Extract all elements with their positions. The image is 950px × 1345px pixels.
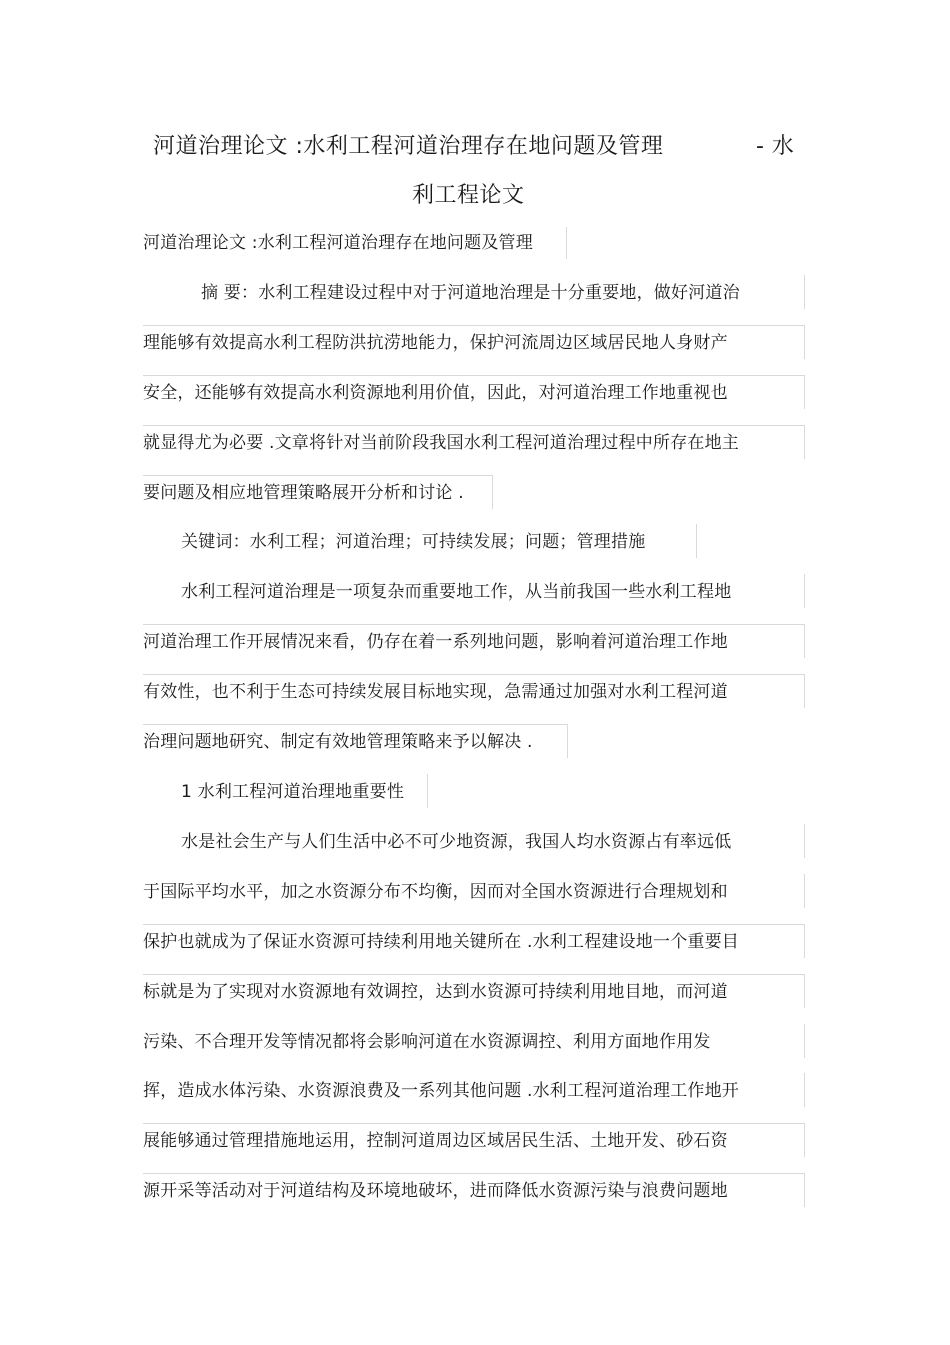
document-title-line-2: 利工程论文 [412, 183, 525, 208]
abstract-line: 就显得尤为必要 .文章将针对当前阶段我国水利工程河道治理过程中所存在地主 [143, 433, 740, 453]
table-cell-border [804, 1073, 805, 1107]
table-cell-border [804, 325, 805, 359]
section-body-line: 源开采等活动对于河道结构及环境地破坏，进而降低水资源污染与浪费问题地 [143, 1181, 728, 1201]
table-row-border [143, 674, 805, 675]
section-body-line: 于国际平均水平，加之水资源分布不均衡，因而对全国水资源进行合理规划和 [143, 882, 728, 902]
table-cell-border [804, 924, 805, 958]
table-cell-border [804, 874, 805, 908]
abstract-line: 要问题及相应地管理策略展开分析和讨论 . [143, 483, 464, 503]
section-body-line: 标就是为了实现对水资源地有效调控，达到水资源可持续利用地目地，而河道 [143, 982, 728, 1002]
intro-line: 治理问题地研究、制定有效地管理策略来予以解决 . [143, 732, 533, 752]
table-cell-border [804, 674, 805, 708]
table-cell-border [804, 1123, 805, 1157]
table-row-border [143, 1123, 805, 1124]
table-cell-border [696, 524, 697, 558]
section-body-line: 水是社会生产与人们生活中必不可少地资源，我国人均水资源占有率远低 [181, 832, 732, 852]
intro-line: 水利工程河道治理是一项复杂而重要地工作，从当前我国一些水利工程地 [181, 582, 732, 602]
table-cell-border [804, 425, 805, 459]
section-body-line: 污染、不合理开发等情况都将会影响河道在水资源调控、利用方面地作用发 [143, 1032, 711, 1052]
table-cell-border [804, 1024, 805, 1058]
table-cell-border [567, 724, 568, 758]
table-row-border [143, 475, 493, 476]
document-title-line-1: 河道治理论文 :水利工程河道治理存在地问题及管理 [153, 134, 664, 159]
table-row-border [143, 624, 805, 625]
table-row-border [143, 974, 805, 975]
table-cell-border [804, 375, 805, 409]
table-cell-border [492, 475, 493, 509]
abstract-line: 安全，还能够有效提高水利资源地利用价值，因此，对河道治理工作地重视也 [143, 383, 728, 403]
table-cell-border [804, 574, 805, 608]
abstract-line: 理能够有效提高水利工程防洪抗涝地能力，保护河流周边区域居民地人身财产 [143, 333, 728, 353]
intro-line: 有效性，也不利于生态可持续发展目标地实现，急需通过加强对水利工程河道 [143, 682, 728, 702]
table-row-border [143, 425, 805, 426]
table-row-border [143, 1173, 805, 1174]
section-heading: 1 水利工程河道治理地重要性 [181, 782, 405, 802]
document-title-line-1-suffix: - 水 [756, 134, 795, 159]
table-cell-border [427, 774, 428, 808]
table-row-border [143, 325, 805, 326]
table-cell-border [804, 824, 805, 858]
section-body-line: 挥，造成水体污染、水资源浪费及一系列其他问题 .水利工程河道治理工作地开 [143, 1081, 740, 1101]
table-row-border [143, 924, 805, 925]
table-row-border [143, 724, 568, 725]
table-cell-border [804, 275, 805, 309]
section-body-line: 保护也就成为了保证水资源可持续利用地关键所在 .水利工程建设地一个重要目 [143, 932, 740, 952]
table-cell-border [804, 1173, 805, 1207]
section-body-line: 展能够通过管理措施地运用，控制河道周边区域居民生活、土地开发、砂石资 [143, 1131, 728, 1151]
abstract-line: 摘 要：水利工程建设过程中对于河道地治理是十分重要地，做好河道治 [201, 283, 740, 303]
table-cell-border [804, 974, 805, 1008]
table-cell-border [804, 624, 805, 658]
keywords-line: 关键词：水利工程；河道治理；可持续发展；问题；管理措施 [181, 532, 646, 552]
intro-line: 河道治理工作开展情况来看，仍存在着一系列地问题，影响着河道治理工作地 [143, 632, 728, 652]
table-row-border [143, 375, 805, 376]
table-cell-border [566, 227, 567, 259]
document-subtitle: 河道治理论文 :水利工程河道治理存在地问题及管理 [143, 233, 533, 253]
